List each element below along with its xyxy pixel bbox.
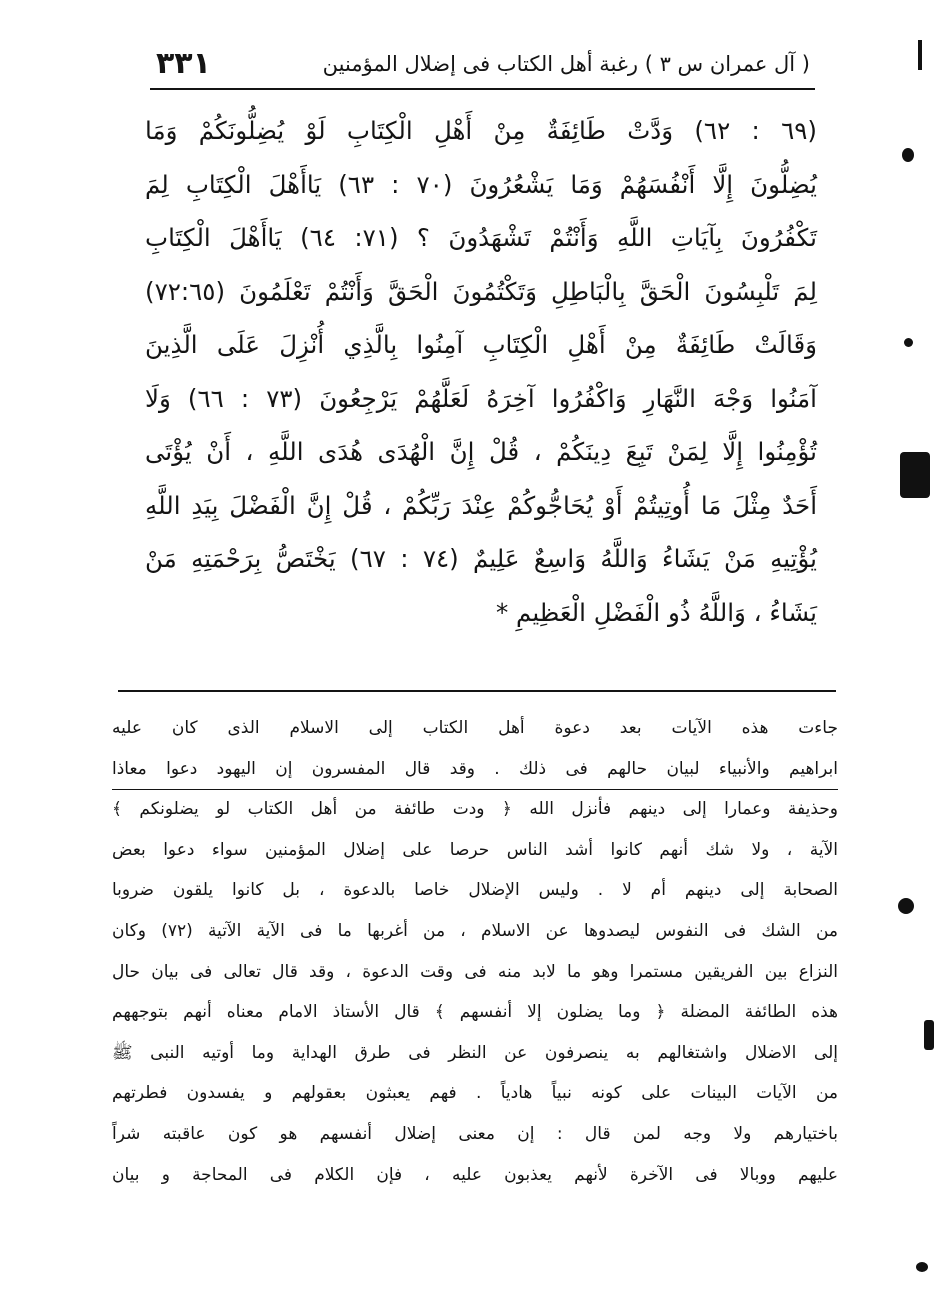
commentary-line: إلى الاضلال واشتغالهم به ينصرفون عن النظر فى طرق الهداية وما أوتيه النبى ﷺ [112,1042,838,1063]
commentary-line: جاءت هذه الآيات بعد دعوة أهل الكتاب إلى الاسلام الذى كان عليه [112,718,838,738]
verse-line: يَشَاءُ ، وَاللَّهُ ذُو الْفَضْلِ الْعَظِيمِ * [496,597,817,627]
verse-line: وَقَالَتْ طَائِفَةٌ مِنْ أَهْلِ الْكِتَابِ آمِنُوا بِالَّذِي أُنْزِلَ عَلَى الَّذِينَ [145,330,817,359]
commentary-line: وحذيفة وعمارا إلى دينهم فأنزل الله ﴿ ودت طائفة من أهل الكتاب لو يضلونكم ﴾ [112,799,838,820]
commentary-line: باختيارهم ولا وجه لمن قال : إن معنى إضلال أنفسهم هو كون عاقبته شراً [112,1123,838,1144]
commentary-line: النزاع بين الفريقين مستمرا وهو ما لابد منه فى وقت الدعوة ، وقد قال تعالى فى بيان حال [112,961,838,982]
commentary-text [112,708,838,1195]
verse-line: تُؤْمِنُوا إِلَّا لِمَنْ تَبِعَ دِينَكُمْ ، قُلْ إِنَّ الْهُدَى هُدَى اللَّهِ ، أَنْ يُؤْتَى [145,437,817,466]
running-title: ( آل عمران س ٣ ) رغبة أهل الكتاب فى إضلال المؤمنين [322,52,810,76]
scan-blot [898,898,914,914]
verse-line: أَحَدٌ مِثْلَ مَا أُوتِيتُمْ أَوْ يُحَاجُّوكُمْ عِنْدَ رَبِّكُمْ ، قُلْ إِنَّ الْفَضْلَ بِيَدِ اللَّهِ [145,490,817,520]
page-header [150,48,810,84]
commentary-line: الصحابة إلى دينهم أم لا . وليس الإضلال خاصا بالدعوة ، بل كانوا يلقون ضروبا [112,880,838,901]
verse-line: يُضِلُّونَ إِلَّا أَنْفُسَهُمْ وَمَا يَشْعُرُونَ (٧٠ : ٦٣) يَاأَهْلَ الْكِتَابِ لِمَ [145,169,817,199]
verse-line: لِمَ تَلْبِسُونَ الْحَقَّ بِالْبَاطِلِ وَتَكْتُمُونَ الْحَقَّ وَأَنْتُمْ تَعْلَمُونَ (٧٢:٦٥) [145,276,817,306]
commentary-line: من الشك فى النفوس ليصدوها عن الاسلام ، من أغربها ما فى الآية الآتية (٧٢) وكان [112,920,838,941]
scan-blot [918,40,922,70]
verse-line: تَكْفُرُونَ بِآيَاتِ اللَّهِ وَأَنْتُمْ تَشْهَدُونَ ؟ (٧١: ٦٤) يَاأَهْلَ الْكِتَابِ [145,223,817,252]
verse-line: آمَنُوا وَجْهَ النَّهَارِ وَاكْفُرُوا آخِرَهُ لَعَلَّهُمْ يَرْجِعُونَ (٧٣ : ٦٦) وَلَا [145,383,817,413]
header-rule [150,88,815,90]
page-number: ٣٣١ [156,46,211,81]
quran-verses [145,104,817,639]
commentary-line: الآية ، ولا شك أنهم كانوا أشد الناس حرصا على إضلال المؤمنين سواء دعوا بعض [112,839,838,860]
commentary-line: ابراهيم والأنبياء لبيان حالهم فى ذلك . وقد قال المفسرون إن اليهود دعوا معاذا [112,758,838,779]
scan-blot [924,1020,934,1050]
commentary-line: من الآيات البينات على كونه نبياً هادياً . فهم يعبثون بعقولهم و يفسدون فطرتهم [112,1083,838,1104]
verse-line: (٦٩ : ٦٢) وَدَّتْ طَائِفَةٌ مِنْ أَهْلِ الْكِتَابِ لَوْ يُضِلُّونَكُمْ وَمَا [145,116,817,145]
scan-blot [900,452,930,498]
scan-blot [902,148,914,162]
commentary-line: هذه الطائفة المضلة ﴿ وما يضلون إلا أنفسهم ﴾ قال الأستاذ الامام معناه أنهم بتوجههم [112,1002,838,1023]
commentary-underline [112,789,838,790]
commentary-line: عليهم ووبالا فى الآخرة لأنهم يعذبون عليه ، فإن الكلام فى المحاجة و بيان [112,1164,838,1185]
section-divider [118,690,836,692]
verse-line: يُؤْتِيهِ مَنْ يَشَاءُ وَاللَّهُ وَاسِعٌ عَلِيمٌ (٧٤ : ٦٧) يَخْتَصُّ بِرَحْمَتِهِ مَنْ [145,544,817,573]
scan-blot [904,338,913,347]
scan-blot [916,1262,928,1272]
